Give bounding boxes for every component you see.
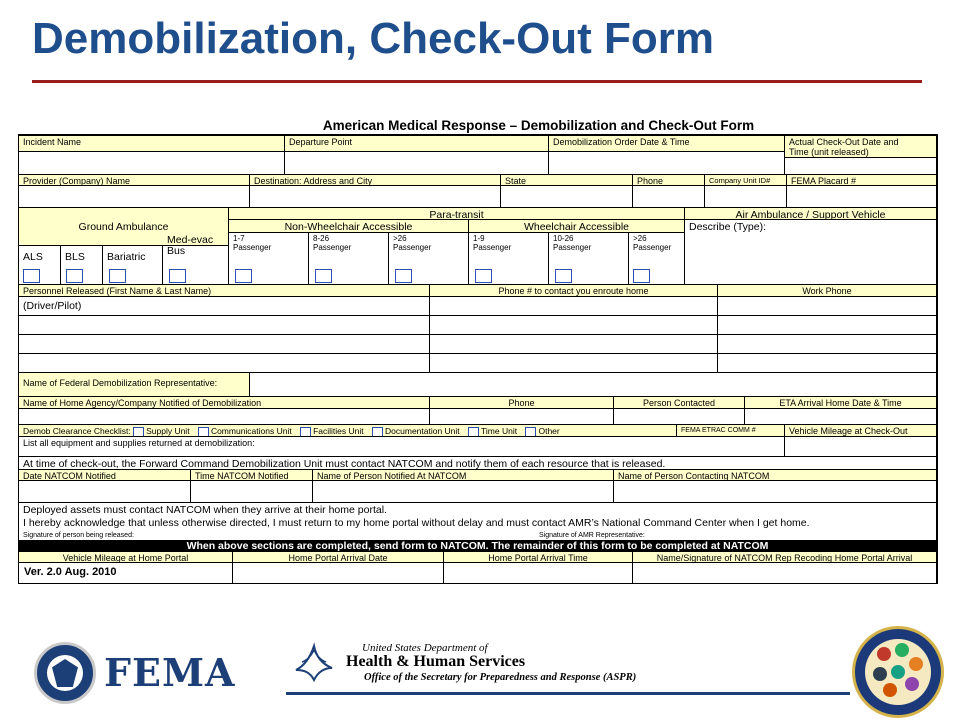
hhs-office-text: Office of the Secretary for Preparedness and Response (ASPR) bbox=[364, 672, 637, 683]
other-checkbox[interactable] bbox=[525, 427, 536, 437]
work-phone-row-2[interactable] bbox=[718, 316, 937, 335]
form-version: Ver. 2.0 Aug. 2010 bbox=[24, 566, 117, 578]
dhs-seal-icon bbox=[34, 642, 96, 704]
home-agency-field[interactable] bbox=[19, 409, 430, 425]
demob-form bbox=[18, 118, 939, 584]
wc-10-26-passenger: Passenger bbox=[553, 243, 592, 252]
nonwc-26-passenger: Passenger bbox=[393, 243, 432, 252]
footer-logos bbox=[0, 620, 960, 720]
facilities-checkbox[interactable] bbox=[300, 427, 311, 437]
date-natcom-field[interactable] bbox=[19, 481, 191, 503]
actual-checkout-line1: Actual Check-Out Date and bbox=[789, 137, 899, 147]
bariatric-label: Bariatric bbox=[107, 251, 146, 263]
work-phone-row-1[interactable] bbox=[718, 297, 937, 316]
personnel-row-4[interactable] bbox=[19, 354, 430, 373]
person-contacting-label: Name of Person Contacting NATCOM bbox=[614, 470, 937, 481]
time-unit-label: Time Unit bbox=[481, 426, 518, 436]
time-unit-checkbox[interactable] bbox=[468, 427, 479, 437]
nonwc-1-7-range: 1-7 bbox=[233, 234, 245, 243]
demob-order-field[interactable] bbox=[549, 152, 785, 175]
hhs-name-text: Health & Human Services bbox=[346, 653, 526, 670]
hhs-department-text: United States Department of bbox=[362, 642, 488, 654]
hhs-divider bbox=[286, 692, 850, 695]
departure-point-label: Departure Point bbox=[285, 136, 549, 152]
other-label: Other bbox=[538, 426, 560, 436]
arrival-time-field[interactable] bbox=[444, 563, 633, 584]
bls-checkbox[interactable] bbox=[66, 269, 83, 283]
provider-field[interactable] bbox=[19, 186, 250, 208]
arrival-date-label: Home Portal Arrival Date bbox=[233, 552, 444, 563]
form-grid bbox=[18, 134, 938, 584]
destination-label: Destination: Address and City bbox=[250, 175, 501, 186]
documentation-checkbox[interactable] bbox=[372, 427, 383, 437]
wc-1-9-range: 1-9 bbox=[473, 234, 485, 243]
non-wheelchair-header: Non-Wheelchair Accessible bbox=[229, 220, 469, 233]
person-notified-label: Name of Person Notified At NATCOM bbox=[313, 470, 614, 481]
person-contacted-field[interactable] bbox=[614, 409, 745, 425]
fema-placard-label: FEMA Placard # bbox=[787, 175, 937, 186]
personnel-row-2[interactable] bbox=[19, 316, 430, 335]
nonwc-26-range: >26 bbox=[393, 234, 407, 243]
company-unit-id-label: Company Unit ID# bbox=[705, 175, 787, 186]
actual-checkout-field[interactable] bbox=[785, 158, 937, 175]
home-agency-phone-field[interactable] bbox=[430, 409, 614, 425]
air-ambulance-header: Air Ambulance / Support Vehicle bbox=[685, 208, 937, 220]
deployed-notice: Deployed assets must contact NATCOM when they arrive at their home portal. bbox=[19, 503, 937, 516]
person-contacting-field[interactable] bbox=[614, 481, 937, 503]
equipment-field[interactable]: List all equipment and supplies returned at demobilization: bbox=[19, 437, 785, 457]
bariatric-checkbox[interactable] bbox=[109, 269, 126, 283]
company-unit-id-field[interactable] bbox=[705, 186, 787, 208]
send-to-natcom-bar: When above sections are completed, send form to NATCOM. The remainder of this form to be completed at NATCOM bbox=[19, 540, 937, 552]
natcom-notice: At time of check-out, the Forward Command Demobilization Unit must contact NATCOM and notify them of each resource that is released. bbox=[19, 457, 937, 470]
demob-order-label: Demobilization Order Date & Time bbox=[549, 136, 785, 152]
medevac-label-line2: Bus bbox=[167, 245, 186, 257]
clearance-checklist bbox=[19, 425, 677, 437]
state-field[interactable] bbox=[501, 186, 633, 208]
departure-point-field[interactable] bbox=[285, 152, 549, 175]
comms-label: Communications Unit bbox=[210, 426, 292, 436]
ground-ambulance-header: Ground Ambulance bbox=[19, 208, 229, 246]
actual-checkout-line2: Time (unit released) bbox=[789, 147, 869, 157]
federal-rep-field[interactable] bbox=[250, 373, 937, 397]
supply-label: Supply Unit bbox=[146, 426, 190, 436]
enroute-phone-header: Phone # to contact you enroute home bbox=[430, 285, 718, 297]
time-natcom-field[interactable] bbox=[191, 481, 313, 503]
arrival-date-field[interactable] bbox=[233, 563, 444, 584]
nonwc-26-checkbox[interactable] bbox=[395, 269, 412, 283]
enroute-phone-row-2[interactable] bbox=[430, 316, 718, 335]
wc-26-passenger: Passenger bbox=[633, 243, 672, 252]
personnel-row-1[interactable] bbox=[19, 297, 430, 316]
para-transit-header: Para-transit bbox=[229, 208, 685, 220]
wc-10-26-range: 10-26 bbox=[553, 234, 574, 243]
home-mileage-label: Vehicle Mileage at Home Portal bbox=[19, 552, 233, 563]
enroute-phone-row-4[interactable] bbox=[430, 354, 718, 373]
signature-amr-field[interactable]: Signature of AMR Representative: bbox=[535, 530, 937, 540]
natcom-rep-signature-field[interactable] bbox=[633, 563, 937, 584]
enroute-phone-row-1[interactable] bbox=[430, 297, 718, 316]
time-natcom-label: Time NATCOM Notified bbox=[191, 470, 313, 481]
supply-checkbox[interactable] bbox=[133, 427, 144, 437]
checkout-mileage-field[interactable] bbox=[785, 437, 937, 457]
incident-name-label: Incident Name bbox=[19, 136, 285, 152]
natcom-rep-signature-label: Name/Signature of NATCOM Rep Recoding Home Portal Arrival bbox=[633, 552, 937, 563]
title-divider bbox=[32, 80, 922, 83]
facilities-label: Facilities Unit bbox=[313, 426, 364, 436]
als-label: ALS bbox=[23, 251, 43, 263]
person-notified-field[interactable] bbox=[313, 481, 614, 503]
date-natcom-label: Date NATCOM Notified bbox=[19, 470, 191, 481]
form-title: American Medical Response – Demobilization and Check-Out Form bbox=[322, 118, 755, 133]
enroute-phone-row-3[interactable] bbox=[430, 335, 718, 354]
wc-26-checkbox[interactable] bbox=[633, 269, 650, 283]
documentation-label: Documentation Unit bbox=[385, 426, 460, 436]
medevac-checkbox[interactable] bbox=[169, 269, 186, 283]
wc-1-9-passenger: Passenger bbox=[473, 243, 512, 252]
comms-checkbox[interactable] bbox=[198, 427, 209, 437]
etrac-label: FEMA ETRAC COMM # bbox=[677, 425, 785, 437]
wc-10-26-checkbox[interactable] bbox=[555, 269, 572, 283]
arrival-time-label: Home Portal Arrival Time bbox=[444, 552, 633, 563]
destination-field[interactable] bbox=[250, 186, 501, 208]
wheelchair-header: Wheelchair Accessible bbox=[469, 220, 685, 233]
home-agency-phone-label: Phone bbox=[430, 397, 614, 409]
nonwc-8-26-range: 8-26 bbox=[313, 234, 330, 243]
ground-subheader-blank bbox=[19, 233, 163, 246]
signature-released-field[interactable]: Signature of person being released: bbox=[23, 532, 134, 539]
work-phone-row-4[interactable] bbox=[718, 354, 937, 373]
state-label: State bbox=[501, 175, 633, 186]
nonwc-8-26-passenger: Passenger bbox=[313, 243, 352, 252]
nonwc-1-7-checkbox[interactable] bbox=[235, 269, 252, 283]
federal-rep-label: Name of Federal Demobilization Representative: bbox=[19, 373, 250, 397]
wc-1-9-checkbox[interactable] bbox=[475, 269, 492, 283]
home-agency-label: Name of Home Agency/Company Notified of Demobilization bbox=[19, 397, 430, 409]
hhs-eagle-icon bbox=[292, 640, 336, 684]
driver-pilot-label: (Driver/Pilot) bbox=[23, 300, 82, 312]
nonwc-1-7-passenger: Passenger bbox=[233, 243, 272, 252]
phone-label: Phone bbox=[633, 175, 705, 186]
fema-placard-field[interactable] bbox=[787, 186, 937, 208]
incident-name-field[interactable] bbox=[19, 152, 285, 175]
checkout-mileage-label: Vehicle Mileage at Check-Out bbox=[785, 425, 937, 437]
actual-checkout-label bbox=[785, 136, 937, 158]
phone-field[interactable] bbox=[633, 186, 705, 208]
personnel-header: Personnel Released (First Name & Last Name) bbox=[19, 285, 430, 297]
bls-label: BLS bbox=[65, 251, 85, 263]
aspr-seal-icon bbox=[852, 626, 944, 718]
wc-26-range: >26 bbox=[633, 234, 647, 243]
eta-arrival-field[interactable] bbox=[745, 409, 937, 425]
nonwc-8-26-checkbox[interactable] bbox=[315, 269, 332, 283]
person-contacted-label: Person Contacted bbox=[614, 397, 745, 409]
personnel-row-3[interactable] bbox=[19, 335, 430, 354]
work-phone-header: Work Phone bbox=[718, 285, 937, 297]
slide-title: Demobilization, Check-Out Form bbox=[32, 14, 715, 63]
fema-logo: FEMA bbox=[104, 650, 236, 695]
acknowledgement-text: I hereby acknowledge that unless otherwise directed, I must return to my home portal without delay and must contact AMR’s National Command Center when I get home. bbox=[19, 516, 937, 530]
work-phone-row-3[interactable] bbox=[718, 335, 937, 354]
als-checkbox[interactable] bbox=[23, 269, 40, 283]
checklist-label: Demob Clearance Checklist: bbox=[23, 426, 131, 436]
air-describe-field[interactable]: Describe (Type): bbox=[685, 220, 937, 285]
medevac-label-line1: Med-evac bbox=[167, 234, 214, 246]
eta-arrival-label: ETA Arrival Home Date & Time bbox=[745, 397, 937, 409]
provider-label: Provider (Company) Name bbox=[19, 175, 250, 186]
